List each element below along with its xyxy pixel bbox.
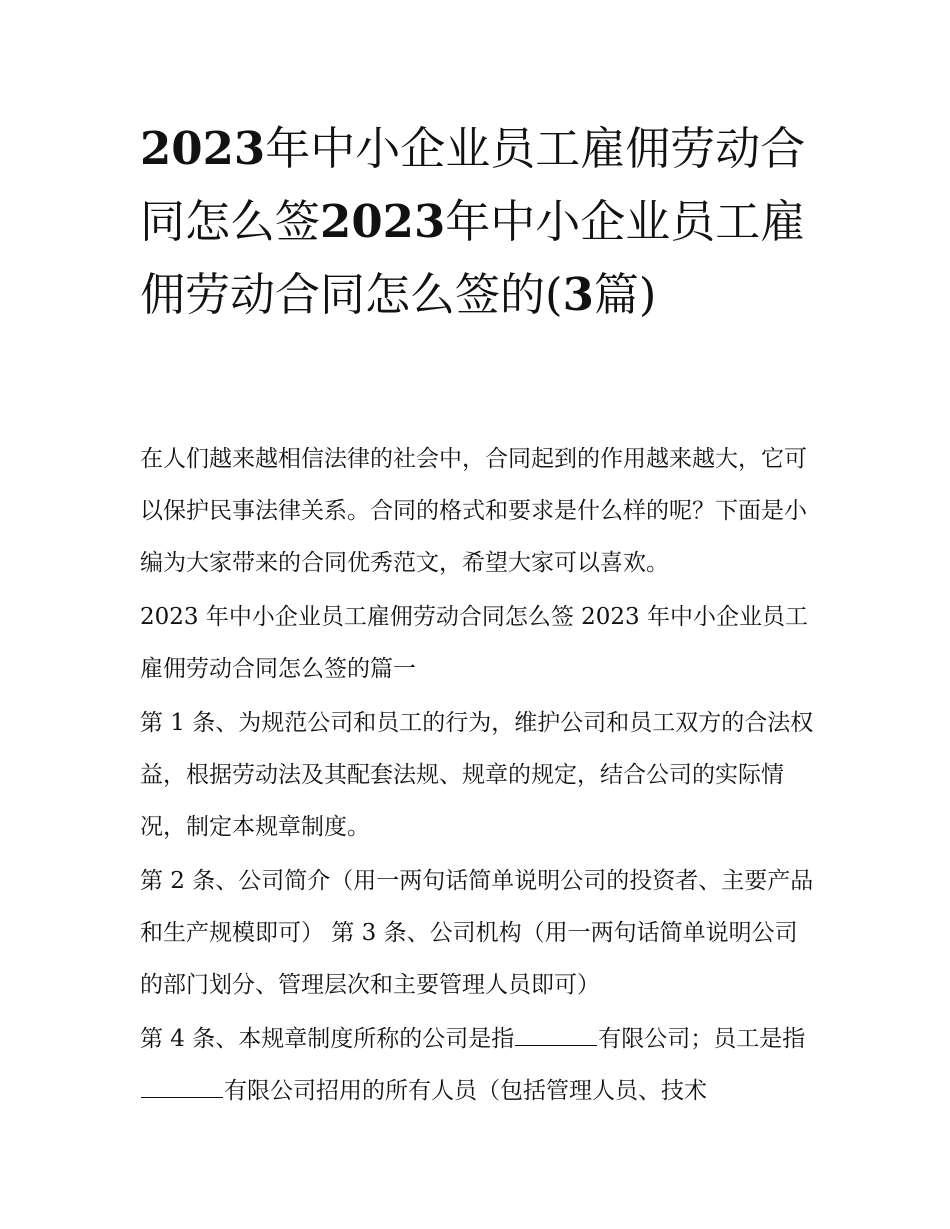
blank-line-1 [515, 1044, 597, 1046]
title-year-2: 2023 [320, 195, 446, 248]
article-4 [140, 1013, 820, 1117]
document-body [140, 433, 820, 1119]
article-4-part-2: 有限公司；员工是指 [598, 1026, 806, 1052]
article-4-part-3: 有限公司招用的所有人员（包括管理人员、技术 [224, 1078, 707, 1104]
title-text-1: 年中小企业员工雇佣劳动合同怎么签 [140, 122, 806, 248]
blank-line-2 [141, 1096, 223, 1098]
title-text-2: 年中小企业员工雇佣劳动合同怎么签的( [140, 195, 806, 321]
article-2-3: 第 2 条、公司简介（用一两句话简单说明公司的投资者、主要产品和生产规模即可） 第 3 条、公司机构（用一两句话简单说明公司的部门划分、管理层次和主要管理人员即可） [140, 868, 814, 998]
intro-paragraph: 在人们越来越相信法律的社会中，合同起到的作用越来越大，它可以保护民事法律关系。合同的格式和要求是什么样的呢？下面是小编为大家带来的合同优秀范文，希望大家可以喜欢。 [140, 446, 807, 576]
title-year-1: 2023 [140, 122, 266, 175]
section-subtitle: 2023 年中小企业员工雇佣劳动合同怎么签 2023 年中小企业员工雇佣劳动合同怎么签的篇一 [140, 604, 808, 682]
article-1: 第 1 条、为规范公司和员工的行为，维护公司和员工双方的合法权益，根据劳动法及其配套法规、规章的规定，结合公司的实际情况，制定本规章制度。 [140, 710, 814, 840]
title-text-3: 篇) [593, 268, 657, 321]
title-count: 3 [562, 268, 594, 321]
document-title [140, 112, 820, 331]
article-4-part-1: 第 4 条、本规章制度所称的公司是指 [140, 1026, 515, 1052]
